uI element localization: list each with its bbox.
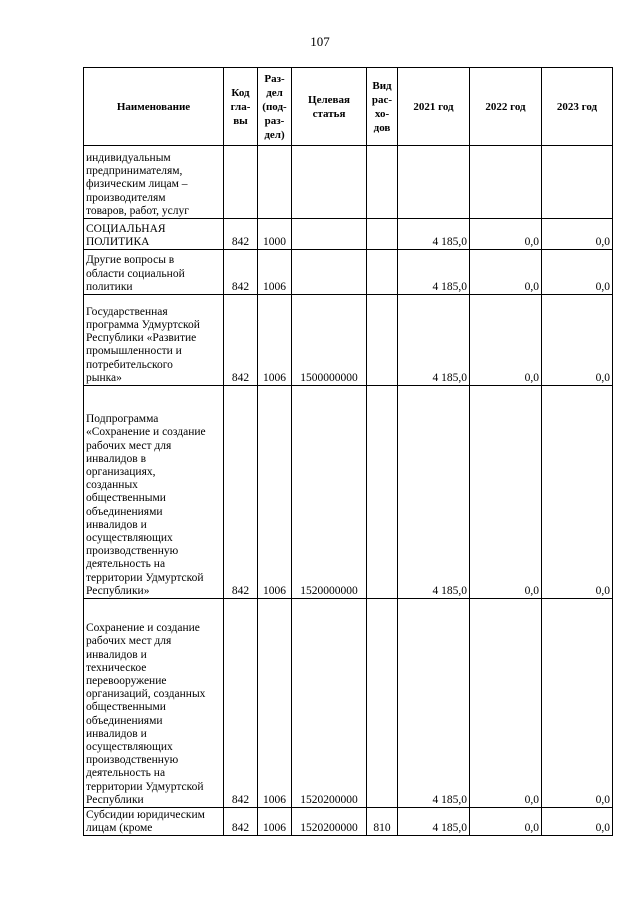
table-cell-name: СОЦИАЛЬНАЯ ПОЛИТИКА <box>84 219 224 250</box>
header-2021: 2021 год <box>398 68 470 146</box>
table-cell-2021: 4 185,0 <box>398 386 470 599</box>
header-row <box>84 68 613 146</box>
header-2022: 2022 год <box>470 68 542 146</box>
table-cell-2023: 0,0 <box>542 250 613 295</box>
header-name: Наименование <box>84 68 224 146</box>
table-cell-target-article: 1500000000 <box>292 295 367 386</box>
table-cell-target-article <box>292 250 367 295</box>
table-cell-2021 <box>398 146 470 219</box>
table-cell-section: 1006 <box>258 386 292 599</box>
table-cell-chapter-code: 842 <box>224 295 258 386</box>
header-chapter-code: Код гла- вы <box>224 68 258 146</box>
table-cell-2021: 4 185,0 <box>398 599 470 808</box>
table-row <box>84 808 613 836</box>
table-cell-name: Сохранение и создание рабочих мест для инвалидов и техническое перевооружение организаций, созданных общественными объединениями инвалидов и осуществляющих производственную деятельность на территории Удмуртской Республики <box>84 599 224 808</box>
table-cell-chapter-code <box>224 146 258 219</box>
table-cell-2023: 0,0 <box>542 808 613 836</box>
header-expense-type: Вид рас- хо- дов <box>367 68 398 146</box>
header-section: Раз- дел (под- раз- дел) <box>258 68 292 146</box>
table-cell-section <box>258 146 292 219</box>
table-cell-2022: 0,0 <box>470 386 542 599</box>
table-cell-expense-type <box>367 250 398 295</box>
page-number: 107 <box>310 34 330 49</box>
table-cell-2022: 0,0 <box>470 808 542 836</box>
table-cell-2023: 0,0 <box>542 599 613 808</box>
table-row <box>84 599 613 808</box>
table-cell-expense-type <box>367 146 398 219</box>
table-cell-expense-type: 810 <box>367 808 398 836</box>
table-cell-expense-type <box>367 386 398 599</box>
table-cell-expense-type <box>367 219 398 250</box>
table-row <box>84 146 613 219</box>
table-cell-target-article <box>292 219 367 250</box>
table-cell-expense-type <box>367 599 398 808</box>
table-cell-2021: 4 185,0 <box>398 295 470 386</box>
table-cell-2023: 0,0 <box>542 295 613 386</box>
table-cell-name: индивидуальным предпринимателям, физическим лицам – производителям товаров, работ, услуг <box>84 146 224 219</box>
table-cell-2022: 0,0 <box>470 599 542 808</box>
table-cell-target-article <box>292 146 367 219</box>
table-row <box>84 250 613 295</box>
table-cell-2021: 4 185,0 <box>398 250 470 295</box>
table-cell-2023 <box>542 146 613 219</box>
table-row <box>84 386 613 599</box>
table-cell-2023: 0,0 <box>542 219 613 250</box>
table-cell-section: 1006 <box>258 250 292 295</box>
header-target-article: Целевая статья <box>292 68 367 146</box>
table-cell-section: 1006 <box>258 808 292 836</box>
table-cell-section: 1006 <box>258 599 292 808</box>
header-2023: 2023 год <box>542 68 613 146</box>
table-cell-2023: 0,0 <box>542 386 613 599</box>
table-cell-chapter-code: 842 <box>224 250 258 295</box>
table-cell-chapter-code: 842 <box>224 386 258 599</box>
table-cell-target-article: 1520000000 <box>292 386 367 599</box>
table-cell-chapter-code: 842 <box>224 808 258 836</box>
table-cell-name: Субсидии юридическим лицам (кроме <box>84 808 224 836</box>
table-cell-2021: 4 185,0 <box>398 219 470 250</box>
table-cell-name: Подпрограмма «Сохранение и создание рабочих мест для инвалидов в организациях, созданных общественными объединениями инвалидов и осуществляющих производственную деятельность на территории Удмуртской Республики» <box>84 386 224 599</box>
table-cell-section: 1000 <box>258 219 292 250</box>
table-row <box>84 295 613 386</box>
table-row <box>84 219 613 250</box>
table-cell-2022: 0,0 <box>470 250 542 295</box>
table-cell-name: Государственная программа Удмуртской Республики «Развитие промышленности и потребительского рынка» <box>84 295 224 386</box>
table-cell-expense-type <box>367 295 398 386</box>
table-cell-2021: 4 185,0 <box>398 808 470 836</box>
table-cell-2022: 0,0 <box>470 295 542 386</box>
table-cell-chapter-code: 842 <box>224 599 258 808</box>
table-cell-target-article: 1520200000 <box>292 808 367 836</box>
table-cell-target-article: 1520200000 <box>292 599 367 808</box>
table-cell-2022: 0,0 <box>470 219 542 250</box>
budget-table <box>83 67 613 836</box>
table-cell-2022 <box>470 146 542 219</box>
table-cell-chapter-code: 842 <box>224 219 258 250</box>
table-cell-section: 1006 <box>258 295 292 386</box>
table-cell-name: Другие вопросы в области социальной политики <box>84 250 224 295</box>
